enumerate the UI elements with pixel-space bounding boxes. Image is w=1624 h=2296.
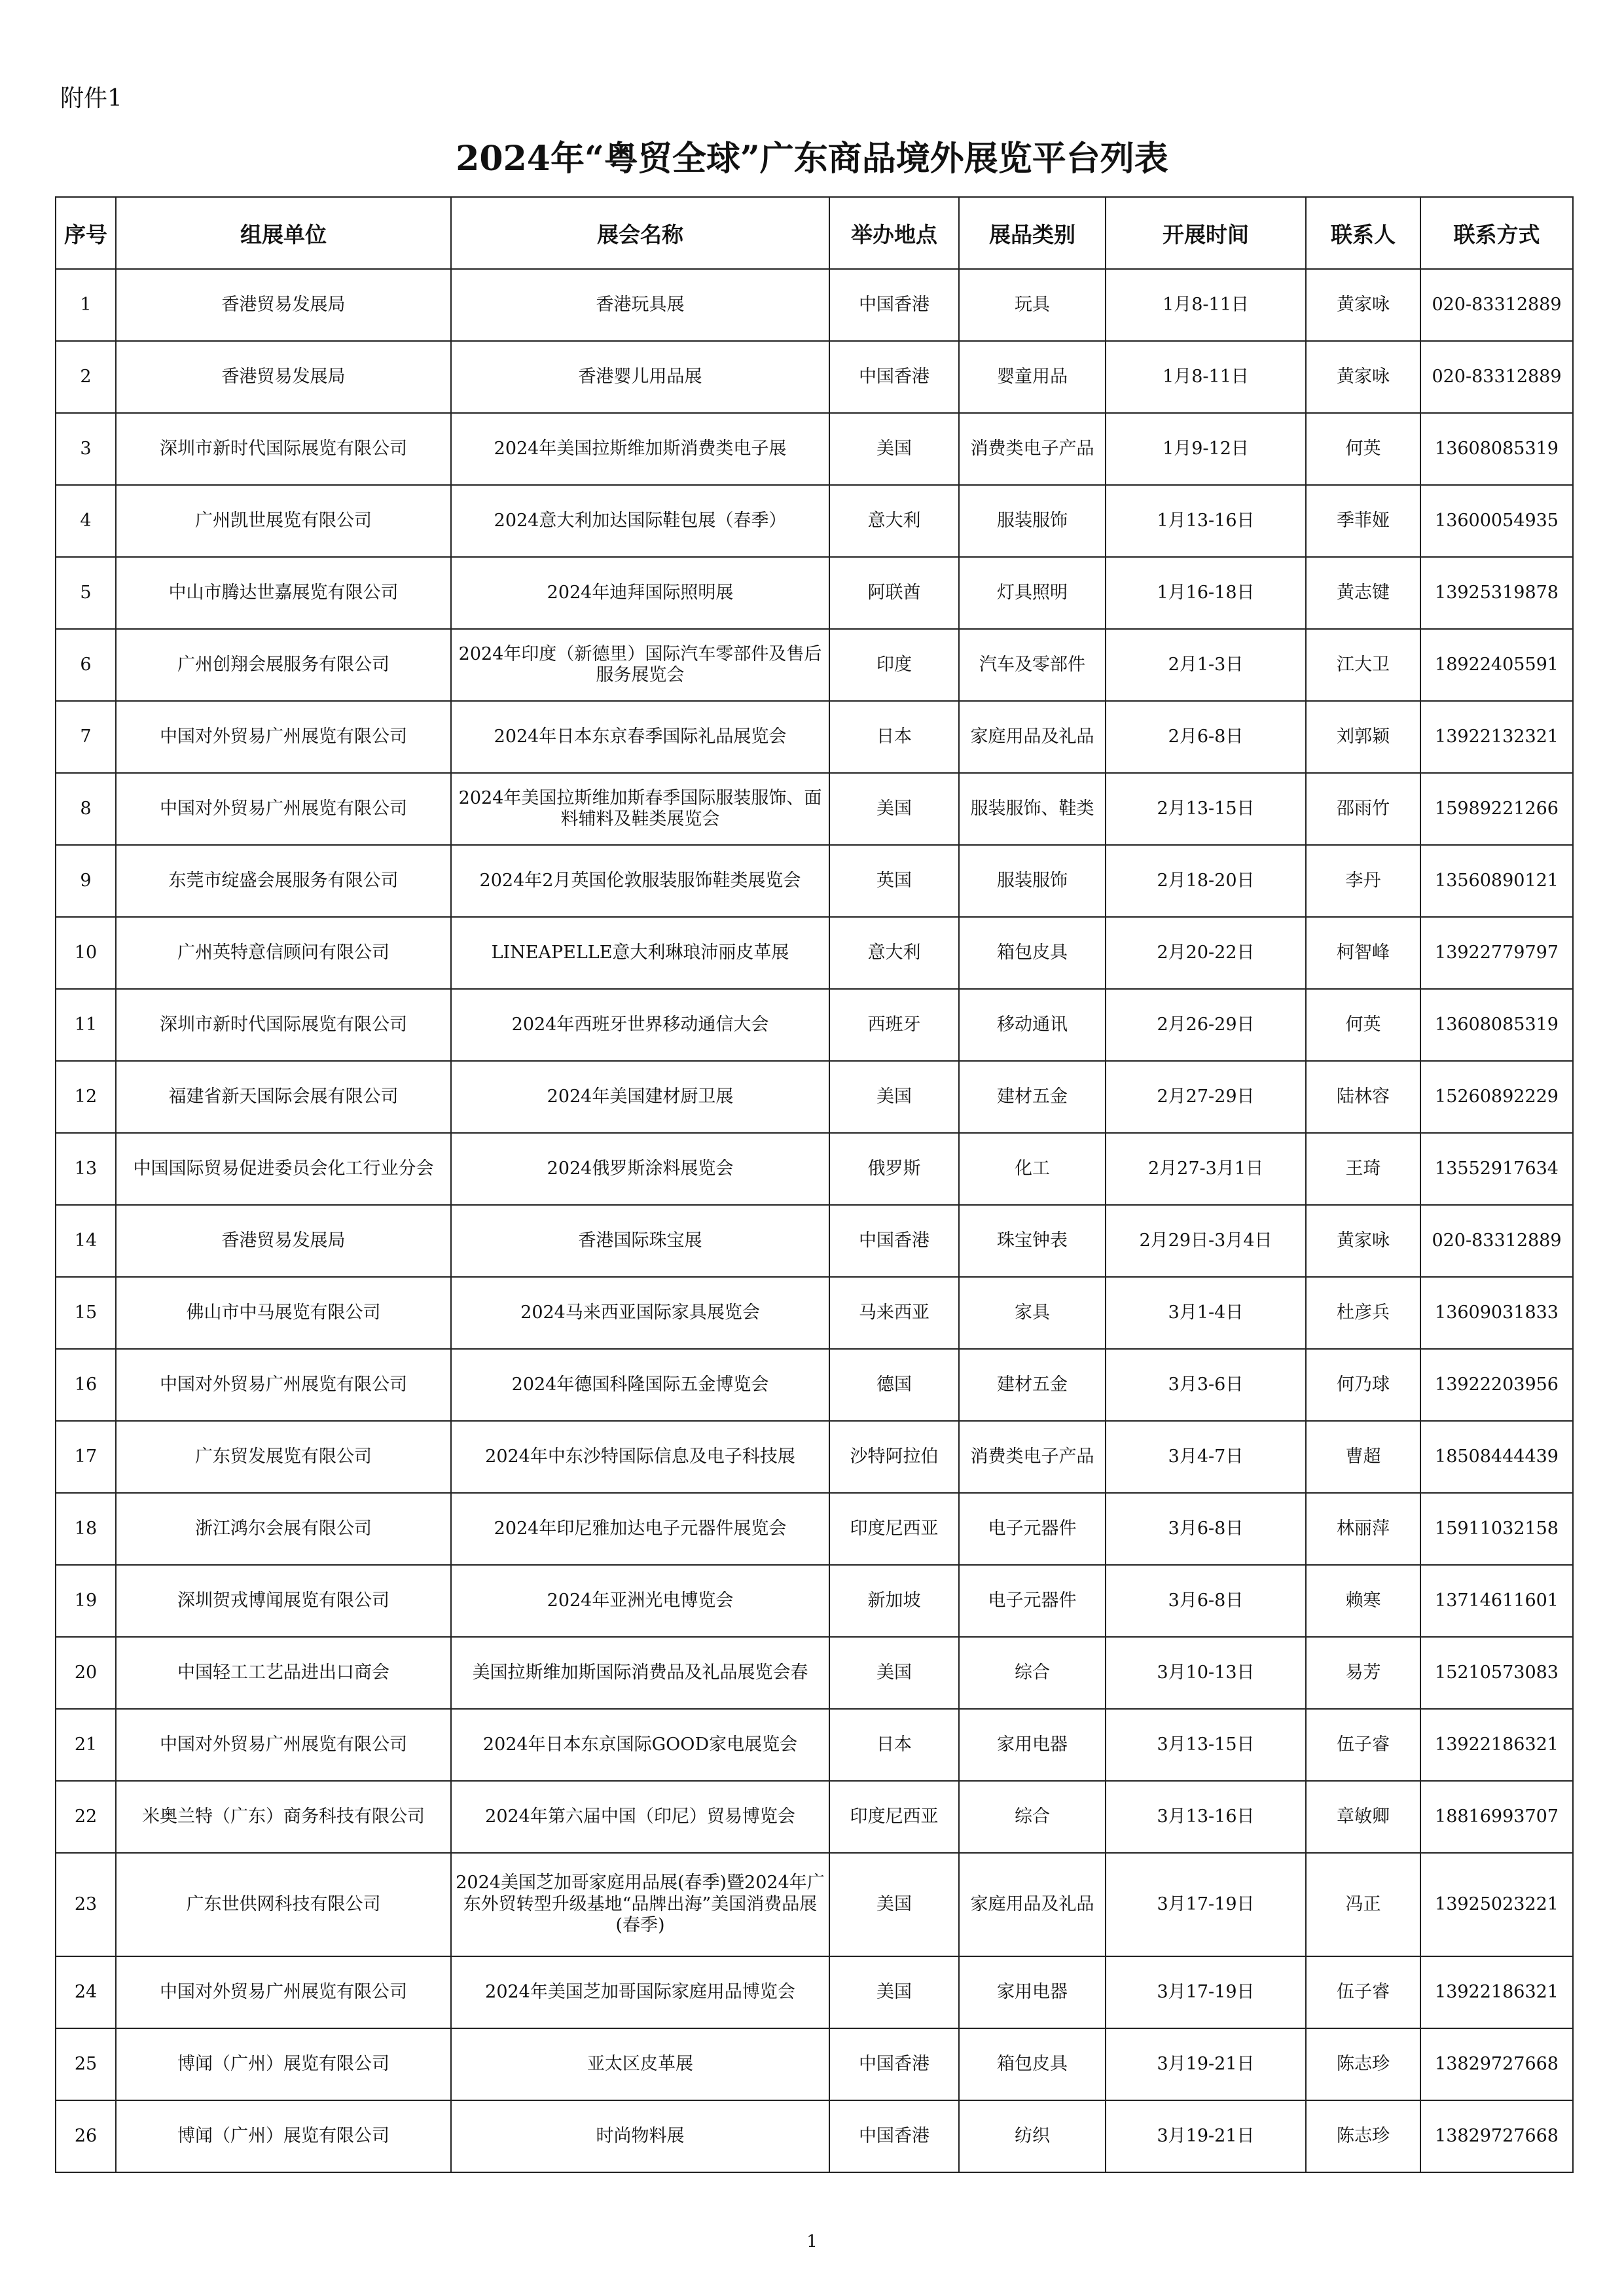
cell-category: 电子元器件 xyxy=(959,1493,1106,1565)
table-row xyxy=(56,1133,1573,1205)
cell-date: 2月20-22日 xyxy=(1106,917,1306,989)
cell-exhibition-name: 2024年日本东京春季国际礼品展览会 xyxy=(451,701,829,773)
cell-exhibition-name: 2024年第六届中国（印尼）贸易博览会 xyxy=(451,1781,829,1853)
cell-index: 16 xyxy=(56,1349,116,1421)
cell-location: 沙特阿拉伯 xyxy=(829,1421,959,1493)
cell-date: 3月6-8日 xyxy=(1106,1493,1306,1565)
cell-location: 印度尼西亚 xyxy=(829,1493,959,1565)
table-row xyxy=(56,413,1573,485)
cell-index: 13 xyxy=(56,1133,116,1205)
cell-organizer: 香港贸易发展局 xyxy=(116,1205,451,1277)
cell-exhibition-name: 2024年西班牙世界移动通信大会 xyxy=(451,989,829,1061)
cell-index: 5 xyxy=(56,557,116,629)
cell-date: 3月19-21日 xyxy=(1106,2100,1306,2172)
table-row xyxy=(56,1493,1573,1565)
cell-index: 18 xyxy=(56,1493,116,1565)
table-row xyxy=(56,845,1573,917)
cell-date: 2月6-8日 xyxy=(1106,701,1306,773)
cell-organizer: 福建省新天国际会展有限公司 xyxy=(116,1061,451,1133)
cell-location: 美国 xyxy=(829,1061,959,1133)
cell-exhibition-name: 香港国际珠宝展 xyxy=(451,1205,829,1277)
cell-location: 印度尼西亚 xyxy=(829,1781,959,1853)
cell-category: 家庭用品及礼品 xyxy=(959,701,1106,773)
cell-contact-phone: 020-83312889 xyxy=(1420,269,1573,341)
table-row xyxy=(56,773,1573,845)
cell-contact-person: 柯智峰 xyxy=(1306,917,1420,989)
cell-contact-phone: 13609031833 xyxy=(1420,1277,1573,1349)
cell-category: 移动通讯 xyxy=(959,989,1106,1061)
cell-date: 2月29日-3月4日 xyxy=(1106,1205,1306,1277)
cell-date: 3月17-19日 xyxy=(1106,1853,1306,1956)
cell-index: 1 xyxy=(56,269,116,341)
cell-contact-person: 季菲娅 xyxy=(1306,485,1420,557)
cell-date: 3月13-16日 xyxy=(1106,1781,1306,1853)
table-header-row xyxy=(56,197,1573,269)
cell-date: 3月17-19日 xyxy=(1106,1956,1306,2028)
cell-contact-phone: 13922186321 xyxy=(1420,1709,1573,1781)
header-contact-phone: 联系方式 xyxy=(1420,197,1573,269)
cell-index: 22 xyxy=(56,1781,116,1853)
cell-category: 服装服饰、鞋类 xyxy=(959,773,1106,845)
cell-location: 中国香港 xyxy=(829,269,959,341)
cell-contact-person: 章敏卿 xyxy=(1306,1781,1420,1853)
cell-organizer: 深圳市新时代国际展览有限公司 xyxy=(116,413,451,485)
cell-organizer: 中国对外贸易广州展览有限公司 xyxy=(116,701,451,773)
cell-location: 德国 xyxy=(829,1349,959,1421)
table-row xyxy=(56,269,1573,341)
cell-location: 意大利 xyxy=(829,917,959,989)
cell-date: 1月8-11日 xyxy=(1106,269,1306,341)
cell-contact-person: 黄家咏 xyxy=(1306,1205,1420,1277)
cell-contact-phone: 13552917634 xyxy=(1420,1133,1573,1205)
cell-contact-phone: 15260892229 xyxy=(1420,1061,1573,1133)
cell-contact-phone: 13925319878 xyxy=(1420,557,1573,629)
cell-organizer: 深圳市新时代国际展览有限公司 xyxy=(116,989,451,1061)
cell-index: 11 xyxy=(56,989,116,1061)
cell-location: 日本 xyxy=(829,701,959,773)
cell-date: 1月8-11日 xyxy=(1106,341,1306,413)
cell-contact-person: 易芳 xyxy=(1306,1637,1420,1709)
cell-date: 3月19-21日 xyxy=(1106,2028,1306,2100)
cell-contact-phone: 13922203956 xyxy=(1420,1349,1573,1421)
cell-location: 中国香港 xyxy=(829,2100,959,2172)
table-row xyxy=(56,2028,1573,2100)
cell-index: 15 xyxy=(56,1277,116,1349)
cell-contact-person: 李丹 xyxy=(1306,845,1420,917)
cell-date: 2月26-29日 xyxy=(1106,989,1306,1061)
header-exhibition-name: 展会名称 xyxy=(451,197,829,269)
cell-organizer: 中国国际贸易促进委员会化工行业分会 xyxy=(116,1133,451,1205)
cell-location: 俄罗斯 xyxy=(829,1133,959,1205)
cell-contact-phone: 13560890121 xyxy=(1420,845,1573,917)
cell-exhibition-name: 2024年日本东京国际GOOD家电展览会 xyxy=(451,1709,829,1781)
cell-location: 印度 xyxy=(829,629,959,701)
cell-category: 家用电器 xyxy=(959,1956,1106,2028)
exhibition-table xyxy=(55,196,1574,2173)
header-organizer: 组展单位 xyxy=(116,197,451,269)
cell-contact-phone: 15911032158 xyxy=(1420,1493,1573,1565)
header-contact-person: 联系人 xyxy=(1306,197,1420,269)
cell-organizer: 广州凯世展览有限公司 xyxy=(116,485,451,557)
table-row xyxy=(56,485,1573,557)
cell-index: 20 xyxy=(56,1637,116,1709)
table-row xyxy=(56,1637,1573,1709)
cell-location: 中国香港 xyxy=(829,341,959,413)
cell-category: 化工 xyxy=(959,1133,1106,1205)
cell-index: 2 xyxy=(56,341,116,413)
cell-exhibition-name: 2024年2月英国伦敦服装服饰鞋类展览会 xyxy=(451,845,829,917)
cell-organizer: 中国轻工工艺品进出口商会 xyxy=(116,1637,451,1709)
cell-exhibition-name: 2024意大利加达国际鞋包展（春季） xyxy=(451,485,829,557)
cell-category: 家具 xyxy=(959,1277,1106,1349)
cell-contact-person: 赖寒 xyxy=(1306,1565,1420,1637)
cell-contact-phone: 18508444439 xyxy=(1420,1421,1573,1493)
header-location: 举办地点 xyxy=(829,197,959,269)
cell-category: 服装服饰 xyxy=(959,485,1106,557)
cell-contact-phone: 18816993707 xyxy=(1420,1781,1573,1853)
table-row xyxy=(56,1709,1573,1781)
cell-exhibition-name: 2024马来西亚国际家具展览会 xyxy=(451,1277,829,1349)
cell-contact-phone: 13608085319 xyxy=(1420,989,1573,1061)
cell-contact-phone: 13714611601 xyxy=(1420,1565,1573,1637)
cell-category: 消费类电子产品 xyxy=(959,413,1106,485)
cell-contact-person: 陈志珍 xyxy=(1306,2028,1420,2100)
cell-contact-phone: 13922186321 xyxy=(1420,1956,1573,2028)
cell-location: 阿联酋 xyxy=(829,557,959,629)
cell-category: 家用电器 xyxy=(959,1709,1106,1781)
cell-organizer: 深圳贺戎博闻展览有限公司 xyxy=(116,1565,451,1637)
cell-contact-person: 陈志珍 xyxy=(1306,2100,1420,2172)
cell-category: 综合 xyxy=(959,1781,1106,1853)
cell-date: 2月27-29日 xyxy=(1106,1061,1306,1133)
cell-index: 25 xyxy=(56,2028,116,2100)
cell-index: 19 xyxy=(56,1565,116,1637)
cell-category: 玩具 xyxy=(959,269,1106,341)
table-row xyxy=(56,1565,1573,1637)
cell-contact-phone: 020-83312889 xyxy=(1420,1205,1573,1277)
table-row xyxy=(56,1277,1573,1349)
cell-contact-phone: 13608085319 xyxy=(1420,413,1573,485)
cell-category: 汽车及零部件 xyxy=(959,629,1106,701)
cell-contact-phone: 13600054935 xyxy=(1420,485,1573,557)
cell-contact-phone: 13925023221 xyxy=(1420,1853,1573,1956)
cell-category: 箱包皮具 xyxy=(959,2028,1106,2100)
cell-date: 3月6-8日 xyxy=(1106,1565,1306,1637)
cell-exhibition-name: 亚太区皮革展 xyxy=(451,2028,829,2100)
table-row xyxy=(56,917,1573,989)
cell-contact-person: 何英 xyxy=(1306,413,1420,485)
cell-index: 14 xyxy=(56,1205,116,1277)
cell-index: 17 xyxy=(56,1421,116,1493)
cell-date: 3月13-15日 xyxy=(1106,1709,1306,1781)
cell-date: 2月27-3月1日 xyxy=(1106,1133,1306,1205)
table-row xyxy=(56,989,1573,1061)
cell-organizer: 广东世供网科技有限公司 xyxy=(116,1853,451,1956)
cell-contact-phone: 020-83312889 xyxy=(1420,341,1573,413)
cell-contact-phone: 13922132321 xyxy=(1420,701,1573,773)
cell-date: 2月18-20日 xyxy=(1106,845,1306,917)
cell-index: 9 xyxy=(56,845,116,917)
cell-category: 建材五金 xyxy=(959,1061,1106,1133)
cell-exhibition-name: 2024年印度（新德里）国际汽车零部件及售后服务展览会 xyxy=(451,629,829,701)
cell-exhibition-name: 2024年中东沙特国际信息及电子科技展 xyxy=(451,1421,829,1493)
table-row xyxy=(56,1781,1573,1853)
cell-index: 12 xyxy=(56,1061,116,1133)
cell-category: 电子元器件 xyxy=(959,1565,1106,1637)
cell-location: 日本 xyxy=(829,1709,959,1781)
cell-category: 珠宝钟表 xyxy=(959,1205,1106,1277)
cell-exhibition-name: 2024年美国拉斯维加斯消费类电子展 xyxy=(451,413,829,485)
cell-organizer: 香港贸易发展局 xyxy=(116,269,451,341)
cell-organizer: 中山市腾达世嘉展览有限公司 xyxy=(116,557,451,629)
cell-contact-person: 黄志键 xyxy=(1306,557,1420,629)
cell-exhibition-name: 2024美国芝加哥家庭用品展(春季)暨2024年广东外贸转型升级基地“品牌出海”美国消费品展(春季) xyxy=(451,1853,829,1956)
table-row xyxy=(56,557,1573,629)
cell-date: 3月1-4日 xyxy=(1106,1277,1306,1349)
cell-contact-person: 林丽萍 xyxy=(1306,1493,1420,1565)
cell-index: 10 xyxy=(56,917,116,989)
cell-category: 箱包皮具 xyxy=(959,917,1106,989)
cell-organizer: 广东贸发展览有限公司 xyxy=(116,1421,451,1493)
cell-index: 23 xyxy=(56,1853,116,1956)
cell-location: 英国 xyxy=(829,845,959,917)
cell-exhibition-name: 2024年印尼雅加达电子元器件展览会 xyxy=(451,1493,829,1565)
cell-date: 1月9-12日 xyxy=(1106,413,1306,485)
cell-organizer: 中国对外贸易广州展览有限公司 xyxy=(116,1956,451,2028)
cell-exhibition-name: 香港玩具展 xyxy=(451,269,829,341)
cell-category: 建材五金 xyxy=(959,1349,1106,1421)
document-title: 2024年“粤贸全球”广东商品境外展览平台列表 xyxy=(456,139,1168,179)
table-row xyxy=(56,1421,1573,1493)
cell-index: 21 xyxy=(56,1709,116,1781)
cell-contact-phone: 13829727668 xyxy=(1420,2028,1573,2100)
cell-organizer: 中国对外贸易广州展览有限公司 xyxy=(116,773,451,845)
cell-location: 西班牙 xyxy=(829,989,959,1061)
cell-index: 8 xyxy=(56,773,116,845)
cell-location: 美国 xyxy=(829,1956,959,2028)
cell-date: 3月10-13日 xyxy=(1106,1637,1306,1709)
cell-exhibition-name: 2024年美国芝加哥国际家庭用品博览会 xyxy=(451,1956,829,2028)
cell-index: 7 xyxy=(56,701,116,773)
table-row xyxy=(56,1205,1573,1277)
header-date: 开展时间 xyxy=(1106,197,1306,269)
cell-contact-person: 邵雨竹 xyxy=(1306,773,1420,845)
cell-exhibition-name: 2024年迪拜国际照明展 xyxy=(451,557,829,629)
cell-exhibition-name: 2024年德国科隆国际五金博览会 xyxy=(451,1349,829,1421)
cell-organizer: 米奥兰特（广东）商务科技有限公司 xyxy=(116,1781,451,1853)
table-row xyxy=(56,341,1573,413)
cell-index: 26 xyxy=(56,2100,116,2172)
cell-contact-phone: 15989221266 xyxy=(1420,773,1573,845)
cell-date: 1月13-16日 xyxy=(1106,485,1306,557)
cell-location: 马来西亚 xyxy=(829,1277,959,1349)
cell-contact-phone: 13922779797 xyxy=(1420,917,1573,989)
cell-contact-person: 杜彦兵 xyxy=(1306,1277,1420,1349)
cell-contact-phone: 13829727668 xyxy=(1420,2100,1573,2172)
cell-category: 纺织 xyxy=(959,2100,1106,2172)
cell-location: 美国 xyxy=(829,413,959,485)
cell-contact-person: 何英 xyxy=(1306,989,1420,1061)
cell-index: 3 xyxy=(56,413,116,485)
cell-exhibition-name: 香港婴儿用品展 xyxy=(451,341,829,413)
cell-date: 1月16-18日 xyxy=(1106,557,1306,629)
cell-contact-person: 黄家咏 xyxy=(1306,341,1420,413)
cell-exhibition-name: 2024年美国拉斯维加斯春季国际服装服饰、面料辅料及鞋类展览会 xyxy=(451,773,829,845)
cell-organizer: 博闻（广州）展览有限公司 xyxy=(116,2028,451,2100)
cell-location: 美国 xyxy=(829,1637,959,1709)
cell-category: 婴童用品 xyxy=(959,341,1106,413)
cell-location: 美国 xyxy=(829,773,959,845)
header-category: 展品类别 xyxy=(959,197,1106,269)
cell-date: 3月3-6日 xyxy=(1106,1349,1306,1421)
cell-category: 综合 xyxy=(959,1637,1106,1709)
table-row xyxy=(56,629,1573,701)
cell-organizer: 广州创翔会展服务有限公司 xyxy=(116,629,451,701)
cell-organizer: 佛山市中马展览有限公司 xyxy=(116,1277,451,1349)
header-index: 序号 xyxy=(56,197,116,269)
cell-contact-person: 冯正 xyxy=(1306,1853,1420,1956)
cell-location: 中国香港 xyxy=(829,1205,959,1277)
cell-organizer: 博闻（广州）展览有限公司 xyxy=(116,2100,451,2172)
page-number: 1 xyxy=(806,2232,818,2251)
cell-exhibition-name: 2024年美国建材厨卫展 xyxy=(451,1061,829,1133)
cell-contact-person: 曹超 xyxy=(1306,1421,1420,1493)
cell-location: 中国香港 xyxy=(829,2028,959,2100)
cell-location: 美国 xyxy=(829,1853,959,1956)
cell-category: 家庭用品及礼品 xyxy=(959,1853,1106,1956)
cell-category: 灯具照明 xyxy=(959,557,1106,629)
cell-exhibition-name: 2024俄罗斯涂料展览会 xyxy=(451,1133,829,1205)
cell-contact-person: 黄家咏 xyxy=(1306,269,1420,341)
cell-organizer: 中国对外贸易广州展览有限公司 xyxy=(116,1349,451,1421)
cell-location: 新加坡 xyxy=(829,1565,959,1637)
cell-exhibition-name: 美国拉斯维加斯国际消费品及礼品展览会春 xyxy=(451,1637,829,1709)
table-row xyxy=(56,1956,1573,2028)
table-row xyxy=(56,1349,1573,1421)
cell-date: 2月1-3日 xyxy=(1106,629,1306,701)
table-row xyxy=(56,701,1573,773)
cell-exhibition-name: LINEAPELLE意大利琳琅沛丽皮革展 xyxy=(451,917,829,989)
cell-contact-phone: 18922405591 xyxy=(1420,629,1573,701)
table-row xyxy=(56,2100,1573,2172)
cell-category: 消费类电子产品 xyxy=(959,1421,1106,1493)
attachment-label: 附件1 xyxy=(60,85,122,112)
table-row xyxy=(56,1853,1573,1956)
cell-contact-person: 刘郭颖 xyxy=(1306,701,1420,773)
table-row xyxy=(56,1061,1573,1133)
cell-date: 2月13-15日 xyxy=(1106,773,1306,845)
cell-index: 24 xyxy=(56,1956,116,2028)
cell-contact-phone: 15210573083 xyxy=(1420,1637,1573,1709)
cell-contact-person: 陆林容 xyxy=(1306,1061,1420,1133)
cell-exhibition-name: 2024年亚洲光电博览会 xyxy=(451,1565,829,1637)
cell-category: 服装服饰 xyxy=(959,845,1106,917)
cell-contact-person: 江大卫 xyxy=(1306,629,1420,701)
cell-organizer: 中国对外贸易广州展览有限公司 xyxy=(116,1709,451,1781)
cell-date: 3月4-7日 xyxy=(1106,1421,1306,1493)
cell-organizer: 香港贸易发展局 xyxy=(116,341,451,413)
cell-contact-person: 伍子睿 xyxy=(1306,1709,1420,1781)
cell-organizer: 广州英特意信顾问有限公司 xyxy=(116,917,451,989)
cell-contact-person: 王琦 xyxy=(1306,1133,1420,1205)
cell-index: 4 xyxy=(56,485,116,557)
cell-location: 意大利 xyxy=(829,485,959,557)
cell-contact-person: 何乃球 xyxy=(1306,1349,1420,1421)
cell-organizer: 浙江鸿尔会展有限公司 xyxy=(116,1493,451,1565)
cell-index: 6 xyxy=(56,629,116,701)
cell-contact-person: 伍子睿 xyxy=(1306,1956,1420,2028)
cell-exhibition-name: 时尚物料展 xyxy=(451,2100,829,2172)
cell-organizer: 东莞市绽盛会展服务有限公司 xyxy=(116,845,451,917)
